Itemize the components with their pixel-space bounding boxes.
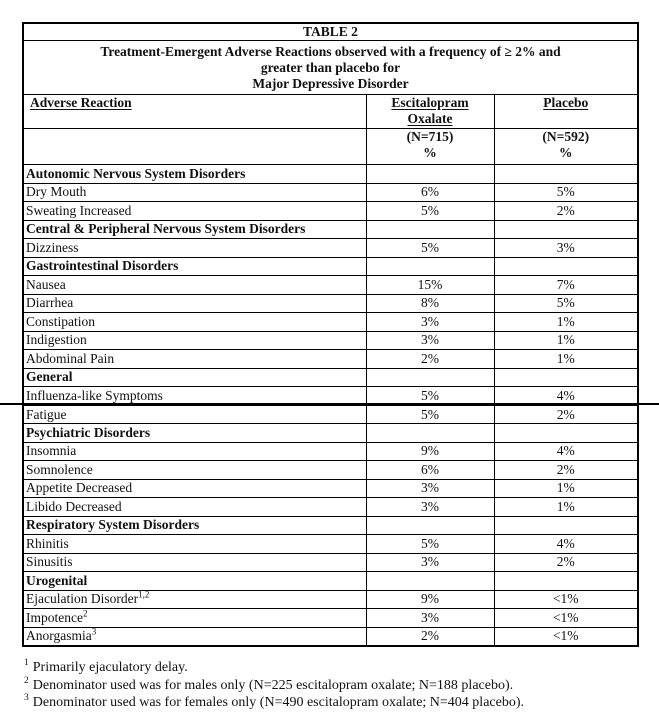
reaction-label: Dry Mouth: [26, 184, 87, 200]
placebo-value-cell: 2%: [494, 405, 638, 424]
footnote-2-marker: 2: [24, 675, 29, 686]
footnote-3: [24, 694, 644, 712]
table-row: [23, 442, 638, 461]
reaction-label-cell: [23, 257, 366, 276]
reaction-label-cell: [23, 590, 366, 609]
placebo-value-cell: [494, 165, 638, 184]
drug-n-label: (N=715): [406, 129, 454, 144]
drug-value-cell: 15%: [366, 276, 494, 295]
table-title: TABLE 2: [23, 23, 638, 41]
placebo-value-cell: 2%: [494, 461, 638, 480]
subtitle-line-1: Treatment-Emergent Adverse Reactions observed with a frequency of ≥ 2% and: [100, 43, 561, 59]
placebo-value-cell: 4%: [494, 442, 638, 461]
drug-value-cell: 6%: [366, 461, 494, 480]
drug-value-cell: [366, 368, 494, 387]
reaction-label-cell: [23, 331, 366, 350]
footnote-3-marker: 3: [24, 693, 29, 704]
table-row: [23, 294, 638, 313]
drug-value-cell: 3%: [366, 479, 494, 498]
drug-value-cell: 2%: [366, 350, 494, 369]
placebo-value-cell: 4%: [494, 535, 638, 554]
reaction-label-cell: [23, 313, 366, 332]
page-break-rule: [0, 403, 659, 405]
category-row: [23, 165, 638, 184]
footnotes: [24, 659, 644, 712]
reaction-column-header: [23, 95, 366, 129]
reaction-label: General: [26, 369, 73, 385]
reaction-label: Anorgasmia: [26, 628, 92, 643]
placebo-value-cell: 1%: [494, 313, 638, 332]
drug-header-line1: Escitalopram: [391, 95, 469, 110]
reaction-label: Constipation: [26, 313, 96, 329]
placebo-value-cell: [494, 220, 638, 239]
placebo-value-cell: 1%: [494, 479, 638, 498]
footnote-2: [24, 677, 644, 695]
placebo-value-cell: 2%: [494, 553, 638, 572]
reaction-label: Dizziness: [26, 239, 79, 255]
column-header-row: [23, 95, 638, 129]
table-row: [23, 276, 638, 295]
reaction-label-cell: [23, 535, 366, 554]
placebo-value-cell: 1%: [494, 350, 638, 369]
reaction-label-cell: [23, 202, 366, 221]
drug-value-cell: [366, 165, 494, 184]
reaction-label: Urogenital: [26, 572, 88, 588]
footnote-2-text: Denominator used was for males only (N=225 escitalopram oxalate; N=188 placebo).: [32, 677, 514, 693]
placebo-value-cell: [494, 368, 638, 387]
reaction-label-cell: [23, 572, 366, 591]
subtitle-line-2: greater than placebo for: [260, 59, 401, 75]
reaction-label-cell: [23, 442, 366, 461]
table-row: [23, 239, 638, 258]
table-title-row: [23, 23, 638, 41]
table-row: [23, 461, 638, 480]
reaction-label: Sinusitis: [26, 554, 73, 570]
table-row: [23, 590, 638, 609]
placebo-value-cell: <1%: [494, 627, 638, 646]
placebo-value-cell: 7%: [494, 276, 638, 295]
placebo-value-cell: <1%: [494, 590, 638, 609]
reaction-label: Nausea: [26, 276, 66, 292]
reaction-label: Fatigue: [26, 406, 67, 422]
drug-value-cell: 3%: [366, 553, 494, 572]
drug-value-cell: 3%: [366, 609, 494, 628]
table-row: [23, 313, 638, 332]
table-row: [23, 535, 638, 554]
placebo-value-cell: <1%: [494, 609, 638, 628]
reaction-label: Respiratory System Disorders: [26, 517, 200, 533]
reaction-label-cell: [23, 498, 366, 517]
drug-value-cell: 3%: [366, 313, 494, 332]
footnote-1-marker: 1: [24, 658, 29, 669]
drug-value-cell: [366, 572, 494, 591]
placebo-value-cell: 1%: [494, 331, 638, 350]
reaction-label: Psychiatric Disorders: [26, 424, 151, 440]
category-row: [23, 424, 638, 443]
reaction-label: Libido Decreased: [26, 498, 122, 514]
table-row: [23, 498, 638, 517]
reaction-label: Impotence: [26, 609, 83, 625]
placebo-header-label: Placebo: [543, 95, 589, 110]
table-row: [23, 202, 638, 221]
placebo-value-cell: [494, 424, 638, 443]
reaction-label: Abdominal Pain: [26, 350, 115, 366]
drug-percent-label: %: [423, 145, 437, 160]
drug-column-header: [366, 95, 494, 129]
table-row: [23, 627, 638, 646]
reaction-label-cell: [23, 405, 366, 424]
adverse-reactions-table: [22, 22, 639, 647]
drug-value-cell: 9%: [366, 590, 494, 609]
drug-sample-size-cell: [366, 129, 494, 165]
reaction-label-cell: [23, 165, 366, 184]
placebo-value-cell: 1%: [494, 498, 638, 517]
drug-value-cell: 5%: [366, 202, 494, 221]
footnote-reference: 2: [82, 608, 88, 619]
drug-value-cell: 5%: [366, 405, 494, 424]
subtitle-line-3: Major Depressive Disorder: [252, 75, 409, 91]
reaction-label: Insomnia: [26, 443, 77, 459]
drug-value-cell: 5%: [366, 535, 494, 554]
table-row: [23, 479, 638, 498]
drug-header-line2: Oxalate: [407, 111, 453, 126]
reaction-label: Somnolence: [26, 461, 93, 477]
drug-value-cell: 8%: [366, 294, 494, 313]
reaction-label-cell: [23, 479, 366, 498]
table-row: [23, 609, 638, 628]
table-subtitle-row: [23, 41, 638, 95]
drug-value-cell: [366, 220, 494, 239]
reaction-label: Gastrointestinal Disorders: [26, 258, 179, 274]
category-row: [23, 572, 638, 591]
category-row: [23, 257, 638, 276]
drug-value-cell: 5%: [366, 239, 494, 258]
reaction-label: Influenza-like Symptoms: [26, 387, 163, 403]
placebo-column-header: [494, 95, 638, 129]
drug-value-cell: 3%: [366, 498, 494, 517]
table-row: [23, 331, 638, 350]
placebo-value-cell: 3%: [494, 239, 638, 258]
reaction-label-cell: [23, 350, 366, 369]
reaction-label-cell: [23, 461, 366, 480]
drug-value-cell: 2%: [366, 627, 494, 646]
table-row: [23, 553, 638, 572]
drug-value-cell: 5%: [366, 387, 494, 406]
reaction-label: Central & Peripheral Nervous System Disorders: [26, 221, 306, 237]
placebo-value-cell: 2%: [494, 202, 638, 221]
reaction-label-cell: [23, 294, 366, 313]
sample-size-empty-cell: [23, 129, 366, 165]
placebo-value-cell: [494, 572, 638, 591]
reaction-label-cell: [23, 368, 366, 387]
footnote-1: [24, 659, 644, 677]
placebo-n-label: (N=592): [542, 129, 590, 144]
reaction-label-cell: [23, 424, 366, 443]
placebo-value-cell: 4%: [494, 387, 638, 406]
reaction-label-cell: [23, 183, 366, 202]
reaction-label-cell: [23, 220, 366, 239]
sample-size-row: [23, 129, 638, 165]
reaction-label-cell: [23, 553, 366, 572]
table-subtitle: [23, 41, 638, 95]
reaction-label: Sweating Increased: [26, 202, 132, 218]
placebo-value-cell: 5%: [494, 183, 638, 202]
drug-value-cell: [366, 257, 494, 276]
category-row: [23, 516, 638, 535]
category-row: [23, 220, 638, 239]
reaction-header-label: Adverse Reaction: [30, 95, 132, 110]
reaction-label: Appetite Decreased: [26, 480, 133, 496]
footnote-reference: 3: [91, 627, 97, 637]
footnote-reference: 1,2: [138, 590, 150, 600]
reaction-label: Rhinitis: [26, 535, 69, 551]
placebo-value-cell: 5%: [494, 294, 638, 313]
footnote-1-text: Primarily ejaculatory delay.: [32, 660, 188, 675]
reaction-label-cell: [23, 516, 366, 535]
placebo-percent-label: %: [559, 145, 573, 160]
table-body: [23, 165, 638, 646]
table-row: [23, 405, 638, 424]
reaction-label: Autonomic Nervous System Disorders: [26, 165, 246, 181]
reaction-label-cell: [23, 627, 366, 646]
reaction-label: Indigestion: [26, 332, 87, 348]
reaction-label-cell: [23, 276, 366, 295]
reaction-label-cell: [23, 239, 366, 258]
category-row: [23, 368, 638, 387]
table-row: [23, 183, 638, 202]
table-row: [23, 350, 638, 369]
footnote-3-text: Denominator used was for females only (N=490 escitalopram oxalate; N=404 placebo).: [32, 695, 525, 710]
reaction-label: Diarrhea: [26, 295, 74, 311]
drug-value-cell: [366, 516, 494, 535]
drug-value-cell: 6%: [366, 183, 494, 202]
drug-value-cell: 9%: [366, 442, 494, 461]
drug-value-cell: [366, 424, 494, 443]
placebo-value-cell: [494, 516, 638, 535]
placebo-value-cell: [494, 257, 638, 276]
placebo-sample-size-cell: [494, 129, 638, 165]
reaction-label: Ejaculation Disorder: [26, 591, 139, 607]
drug-value-cell: 3%: [366, 331, 494, 350]
reaction-label-cell: [23, 609, 366, 628]
